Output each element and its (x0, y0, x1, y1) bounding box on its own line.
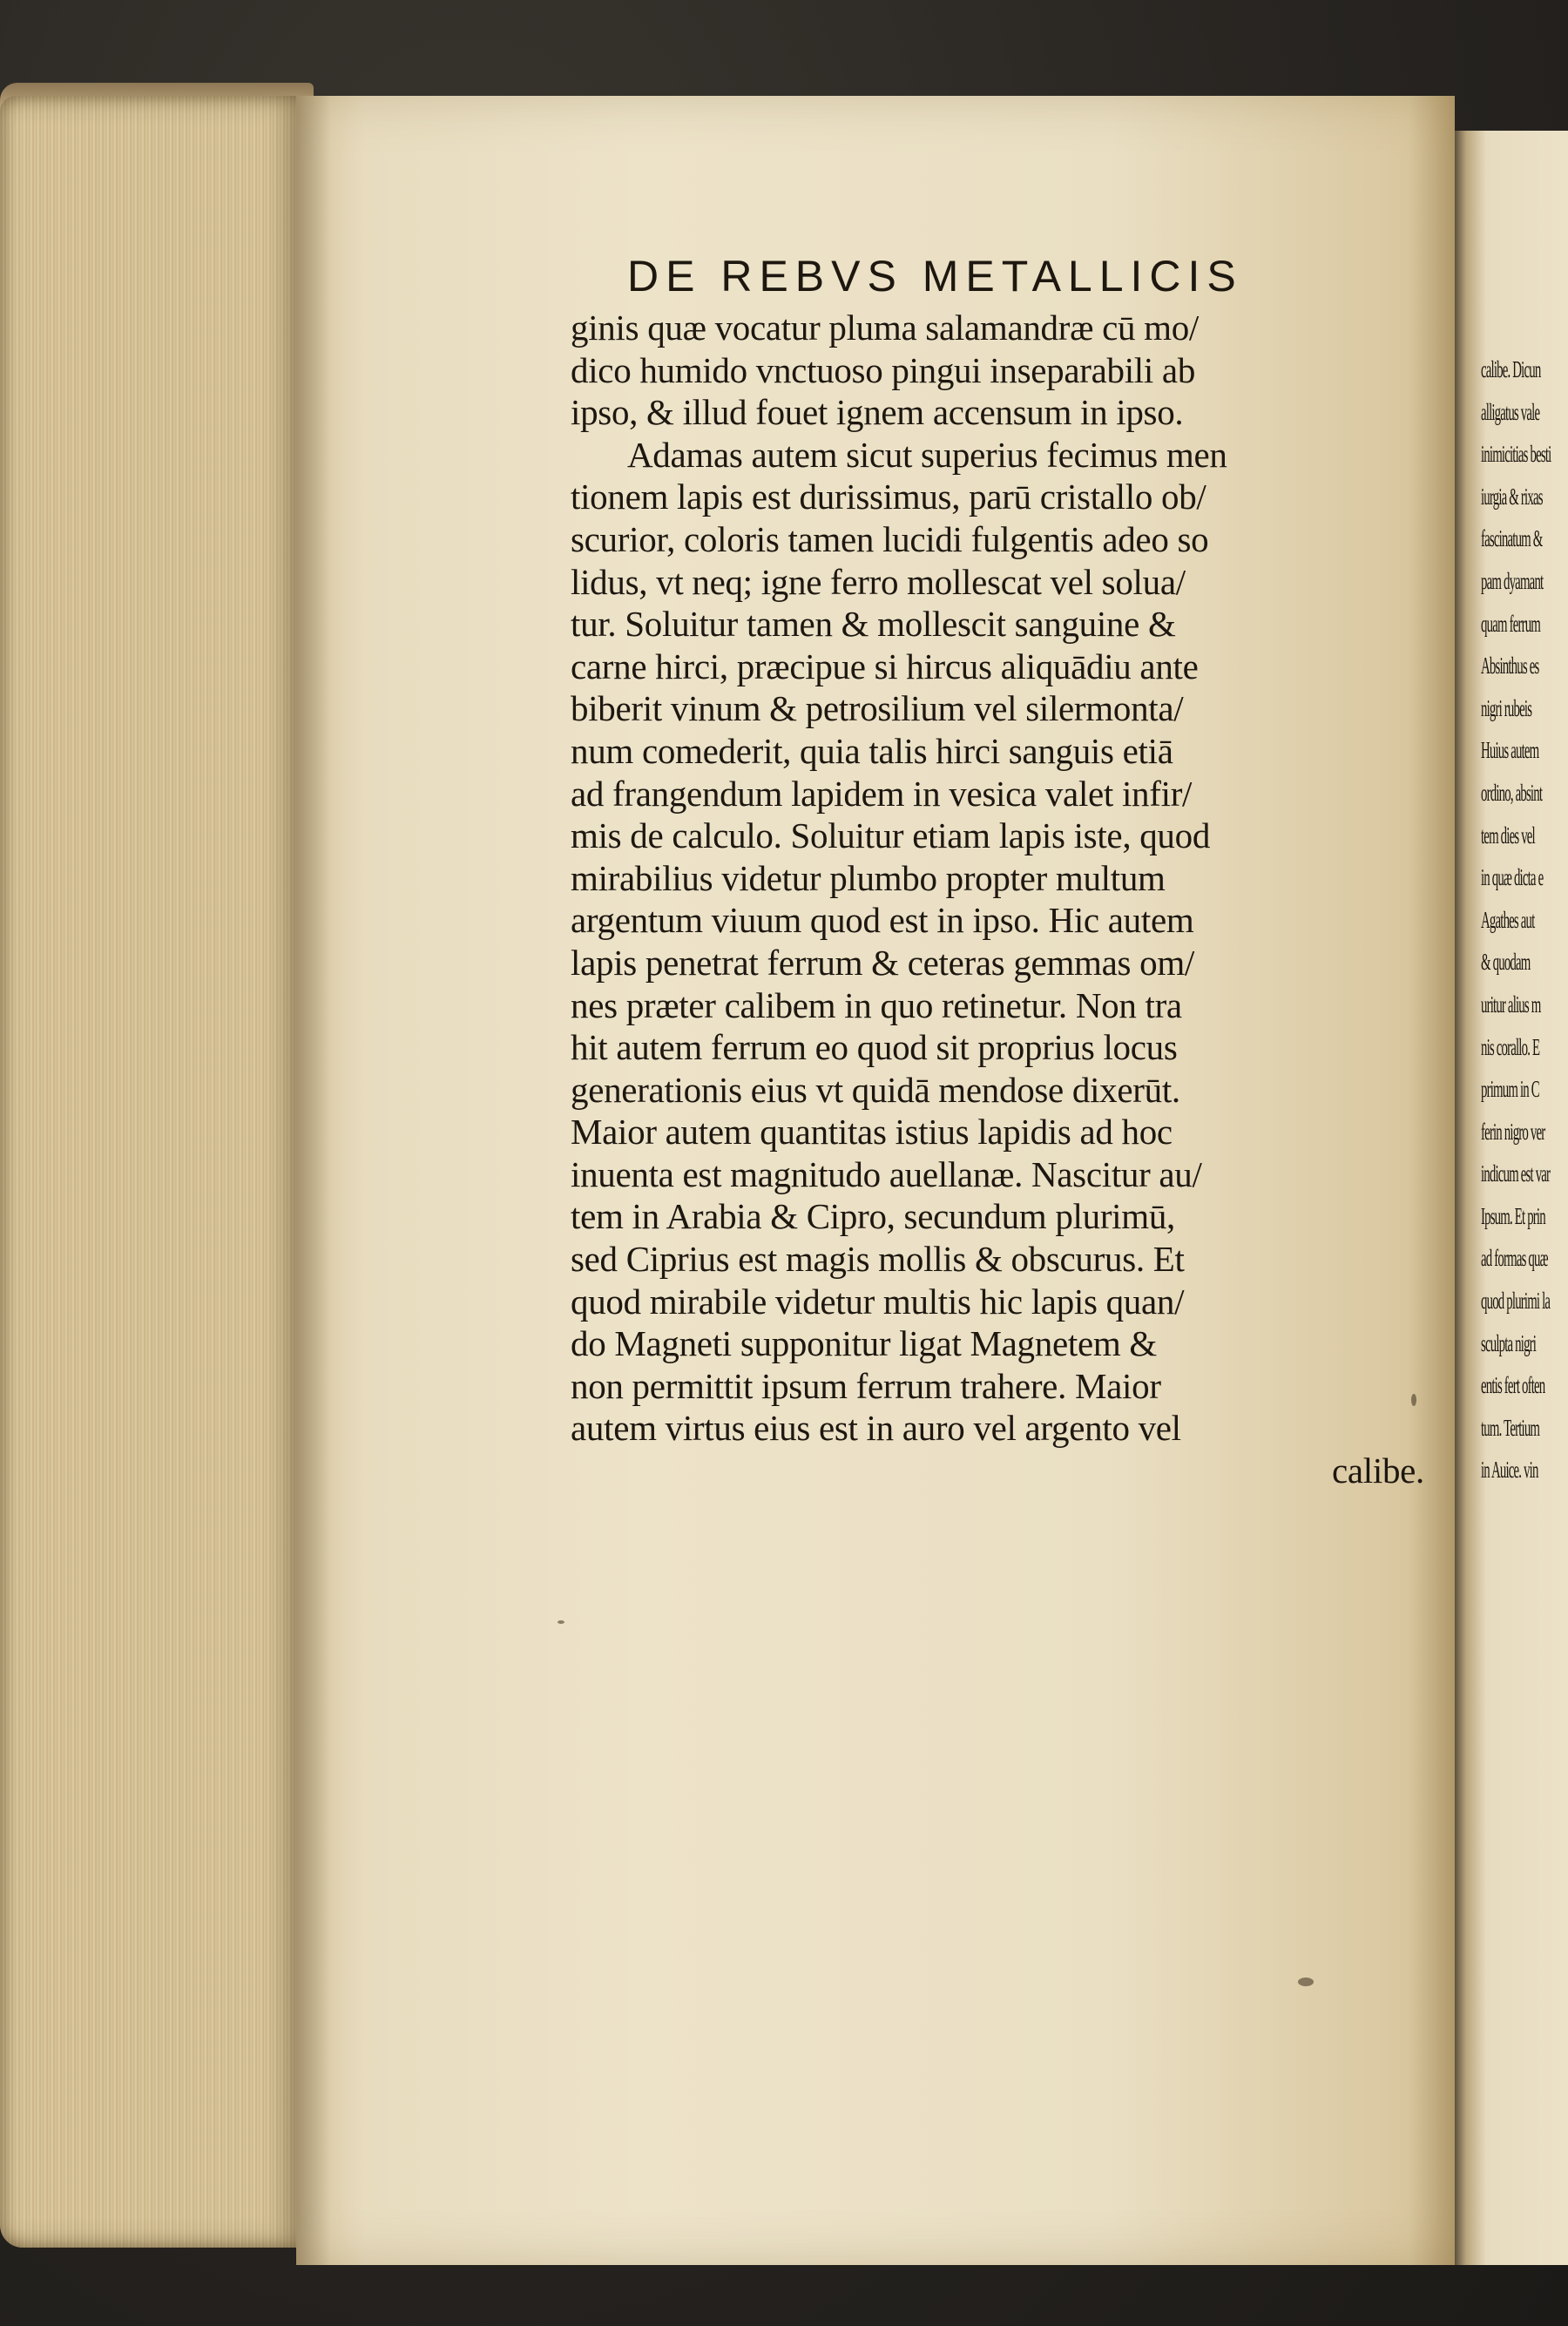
text-line: Maior autem quantitas istius lapidis ad hoc (571, 1112, 1173, 1153)
right-page-line: Huius autem (1481, 737, 1539, 764)
right-page-line: primum in C (1481, 1076, 1539, 1103)
ink-speck (1298, 1978, 1314, 1986)
right-page-line: pam dyamant (1481, 567, 1544, 594)
right-page-line: ordino, absint (1481, 779, 1543, 806)
right-page-fragment (1455, 131, 1568, 2265)
ink-speck (558, 1620, 564, 1624)
text-line: sed Ciprius est magis mollis & obscurus. Et (571, 1239, 1185, 1280)
text-line: mis de calculo. Soluitur etiam lapis iste, quod (571, 815, 1211, 856)
right-page-line: & quodam (1481, 949, 1531, 976)
text-line: argentum viuum quod est in ipso. Hic autem (571, 900, 1194, 941)
text-line: tur. Soluitur tamen & mollescit sanguine & (571, 604, 1176, 645)
text-line: generationis eius vt quidā mendose dixerūt. (571, 1069, 1180, 1110)
right-page-line: in quæ dicta e (1481, 864, 1544, 891)
right-page-line: fascinatum & (1481, 525, 1543, 552)
text-line: lapis penetrat ferrum & ceteras gemmas om/ (571, 942, 1195, 983)
body-text (571, 307, 1442, 1492)
right-page-line: Ipsum. Et prin (1481, 1202, 1545, 1229)
right-page-line: entis fert often (1481, 1372, 1545, 1399)
text-line: nes præter calibem in quo retinetur. Non tra (571, 984, 1182, 1025)
right-page-line: quod plurimi la (1481, 1288, 1551, 1315)
text-line: mirabilius videtur plumbo propter multum (571, 857, 1166, 898)
text-line: biberit vinum & petrosilium vel silermonta/ (571, 688, 1184, 729)
right-page-line: Agathes aut (1481, 906, 1535, 933)
right-page-line: ad formas quæ (1481, 1245, 1548, 1272)
text-line: tionem lapis est durissimus, parū cristallo ob/ (571, 477, 1206, 517)
text-line: ad frangendum lapidem in vesica valet infir/ (571, 773, 1193, 814)
page-edges-left (0, 96, 305, 2248)
right-page-line: tem dies vel (1481, 822, 1535, 849)
right-page-line: uritur alius m (1481, 991, 1541, 1018)
text-line: non permittit ipsum ferrum trahere. Maior (571, 1365, 1161, 1406)
right-page-line: indicum est var (1481, 1160, 1551, 1187)
right-page-line: quam ferrum (1481, 610, 1541, 637)
right-page-line: Absinthus es (1481, 652, 1539, 680)
text-line: carne hirci, præcipue si hircus aliquādiu ante (571, 646, 1199, 686)
right-page-line: inimicitias besti (1481, 441, 1551, 468)
text-line: Adamas autem sicut superius fecimus men (627, 434, 1227, 475)
text-line: num comederit, quia talis hirci sanguis etiā (571, 730, 1173, 771)
text-line: lidus, vt neq; igne ferro mollescat vel solua/ (571, 561, 1186, 602)
text-line: calibe. (1331, 1450, 1424, 1491)
right-page-line: sculpta nigri (1481, 1329, 1537, 1356)
right-page-line: in Auice. vin (1481, 1457, 1538, 1484)
text-line: autem virtus eius est in auro vel argento vel (571, 1408, 1181, 1449)
right-page-line: alligatus vale (1481, 398, 1540, 425)
right-page-line: nigri rubeis (1481, 694, 1532, 721)
text-line: scurior, coloris tamen lucidi fulgentis adeo so (571, 518, 1209, 559)
right-page-line: tum. Tertium (1481, 1414, 1540, 1441)
right-page-text (1481, 348, 1568, 1491)
text-line: ipso, & illud fouet ignem accensum in ipso. (571, 392, 1184, 433)
page-text (571, 246, 1442, 1492)
running-head: DE REBVS METALLICIS (627, 252, 1243, 301)
right-page-line: nis corallo. E (1481, 1033, 1540, 1060)
text-line: tem in Arabia & Cipro, secundum plurimū, (571, 1196, 1176, 1237)
text-line: inuenta est magnitudo auellanæ. Nascitur au/ (571, 1153, 1202, 1194)
right-page-line: iurgia & rixas (1481, 483, 1543, 510)
text-line: quod mirabile videtur multis hic lapis quan/ (571, 1281, 1185, 1322)
text-line: do Magneti supponitur ligat Magnetem & (571, 1323, 1157, 1364)
text-line: hit autem ferrum eo quod sit proprius locus (571, 1027, 1178, 1068)
right-page-line: ferin nigro ver (1481, 1118, 1545, 1145)
text-line: ginis quæ vocatur pluma salamandræ cū mo/ (571, 308, 1200, 348)
right-page-line: calibe. Dicun (1481, 356, 1541, 382)
text-line: dico humido vnctuoso pingui inseparabili ab (571, 349, 1196, 390)
